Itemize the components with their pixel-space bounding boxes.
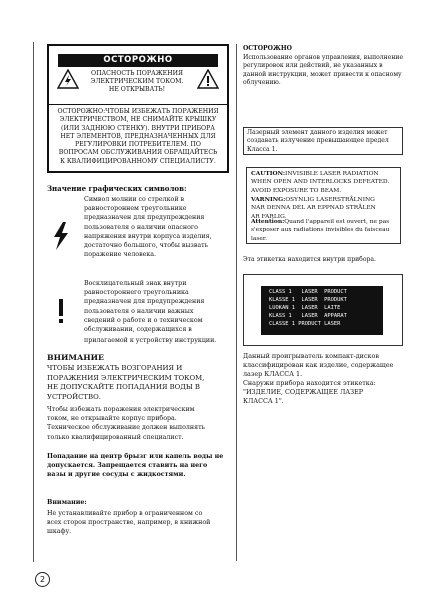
note-text: Не устанавливайте прибор в ограниченном со всех сторон пространстве, например, в книжной шкафу. [47,510,211,536]
symbols-heading: Значение графических символов: [47,184,187,193]
warning-mid-text: ОПАСНОСТЬ ПОРАЖЕНИЯ ЭЛЕКТРИЧЕСКИМ ТОКОМ. НЕ ОТКРЫВАТЬ! [90,70,184,93]
label-caption: Эта этикетка находится внутри прибора. [243,256,376,263]
warning-banner: ОСТОРОЖНО [58,54,218,67]
page-number: 2 [35,572,50,587]
caution-fr: Attention:Quand l'appareil est ouvert, ne pas s'exposer aux radiations invisibles du faisceau laser. [251,218,390,242]
laser-class-label: CLASS 1 LASER PRODUCT KLASSE 1 LASER PRODUKT LUOKAN 1 LASER LAITE KLASS 1 LASER APPARAT CLASSE 1 PRODUCT LASER [261,286,383,335]
exclamation-triangle-icon [197,69,219,89]
exclamation-mark-icon [53,298,69,324]
laser-element-box: Лазерный элемент данного изделия может создавать излучение превышающее предел Класса 1. [243,127,403,155]
attention-heading: ВНИМАНИЕ [47,353,104,362]
caution-en: CAUTION:INVISIBLE LASER RADIATION WHEN OPEN AND INTERLOCKS DEFEATED. AVOID EXPOSURE TO BEAM. [251,170,390,194]
warning-separator [49,104,227,105]
right-heading: ОСТОРОЖНО [243,45,292,52]
column-divider [236,44,237,561]
symbol1-description: Символ молнии со стрелкой в равностороннем треугольнике предназначен для предупреждения пользователя о наличии опасного напряжения внутри корпуса изделия, достаточно большого, чтобы вызвать поражение человека. [84,196,212,259]
service-text: Чтобы избежать поражения электрическим током, не открывайте корпус прибора. Техническое обслуживание должен выполнять только квалифицированный специалист. [47,406,205,441]
class1-text: Данный проигрыватель компакт-дисков классифицирован как изделие, содержащее лазер КЛАССА 1. Снаружи прибора находится этикетка: "ИЗДЕЛИЕ, СОДЕРЖАЩЕЕ ЛАЗЕР КЛАССА 1". [243,352,394,405]
drip-warning: Попадание на центр брызг или капель воды не допускается. Запрещается ставить на него вазы и другие сосуды с жидкостями. [47,453,224,479]
laser-label-box [243,274,403,346]
attention-text: ЧТОБЫ ИЗБЕЖАТЬ ВОЗГОРАНИЯ И ПОРАЖЕНИЯ ЭЛЕКТРИЧЕСКИМ ТОКОМ, НЕ ДОПУСКАЙТЕ ПОПАДАНИЯ ВОДЫ В УСТРОЙСТВО. [47,364,205,401]
symbol2-last-line: прилагаемой к устройству инструкции. [84,337,217,344]
lightning-triangle-icon [57,69,79,89]
warning-box [47,44,229,173]
caution-box [246,167,401,244]
symbol2-description: Восклицательный знак внутри равностороннего треугольника предназначен для предупреждения пользователя о наличии важных сведений о работе и о техническом обслуживании, содержащихся в [84,280,205,334]
lightning-bolt-icon [51,221,71,251]
note-heading: Внимание: [47,499,87,506]
warning-body: ОСТОРОЖНО:ЧТОБЫ ИЗБЕЖАТЬ ПОРАЖЕНИЯ ЭЛЕКТРИЧЕСТВОМ, НЕ СНИМАЙТЕ КРЫШКУ (ИЛИ ЗАДНЮЮ СТЕНКУ). ВНУТРИ ПРИБОРА НЕТ ЭЛЕМЕНТОВ, ПРЕДНАЗНАЧЕННЫХ ДЛЯ РЕГУЛИРОВКИ ПОТРЕБИТЕЛЕМ. ПО ВОПРОСАМ ОБСЛУЖИВАНИЯ ОБРАЩАЙТЕСЬ К КВАЛИФИЦИРОВАННОМУ СПЕЦИАЛИСТУ. [57,108,219,165]
caution-sv: VARNING:OSYNLIG LASERSTRÅLNING NAR DENNA DEL AR EPPNAD STRÅLEN AR FARLIG. [251,196,376,220]
right-intro: Использование органов управления, выполнение регулировок или действий, не указанных в данной инструкции, может привести к опасному облучению. [243,54,404,87]
left-margin-rule [33,42,34,562]
